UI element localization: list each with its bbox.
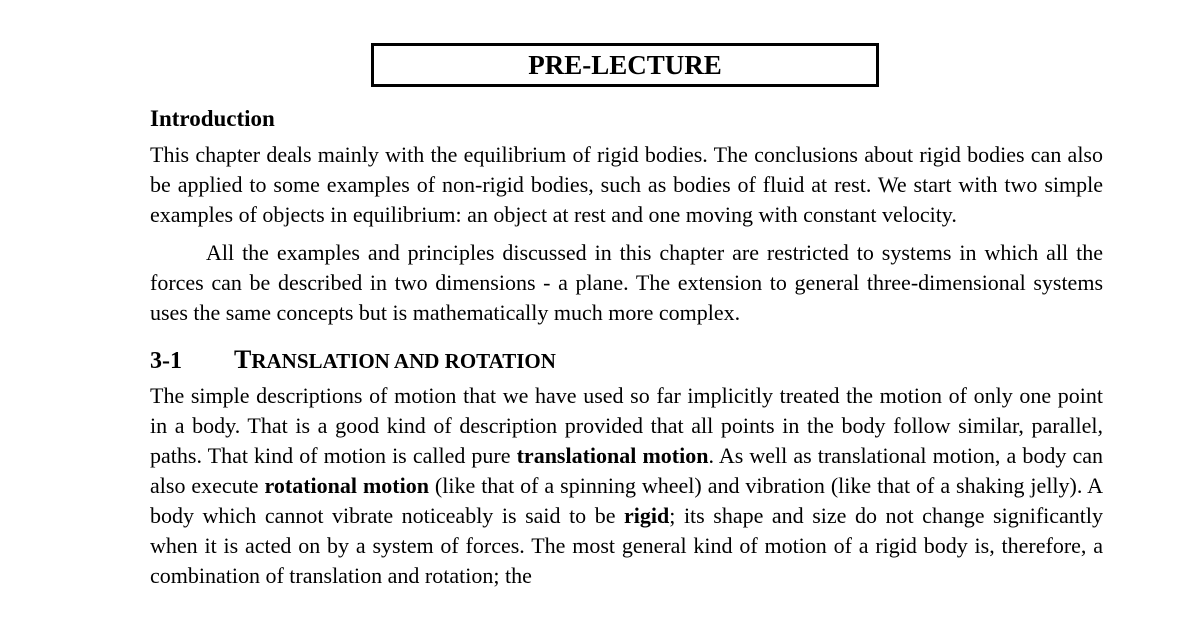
section-text-b: . As well as translational motion, a body can also execute xyxy=(150,443,1103,498)
section-title xyxy=(234,344,556,377)
section-text-c: (like that of a spinning wheel) and vibration (like that of a shaking jelly). A body which cannot vibrate noticeably is said to be xyxy=(150,473,1103,528)
section-text-d: ; its shape and size do not change significantly when it is acted on by a system of forces. The most general kind of motion of a rigid body is, therefore, a combination of translation and rotation; the xyxy=(150,503,1104,588)
section-title-initial: T xyxy=(234,345,252,374)
section-heading xyxy=(150,344,1103,377)
introduction-heading: Introduction xyxy=(150,106,275,131)
section-text-a: The simple descriptions of motion that we have used so far implicitly treated the motion of only one point in a body. That is a good kind of description provided that all points in the body follow similar, parallel, paths. That kind of motion is called pure xyxy=(150,383,1103,468)
document-body xyxy=(150,104,1103,591)
section-number: 3-1 xyxy=(150,348,182,374)
section-paragraph xyxy=(150,381,1103,591)
intro-paragraph-2: All the examples and principles discussed in this chapter are restricted to systems in which all the forces can be described in two dimensions - a plane. The extension to general three-dimensional systems uses the same concepts but is mathematically much more complex. xyxy=(150,240,1103,325)
term-rotational-motion: rotational motion xyxy=(264,473,429,498)
page-title: PRE-LECTURE xyxy=(371,43,879,87)
term-translational-motion: translational motion xyxy=(516,443,709,468)
section-title-rest: RANSLATION AND ROTATION xyxy=(251,349,556,373)
term-rigid: rigid xyxy=(624,503,670,528)
intro-paragraph-1: This chapter deals mainly with the equilibrium of rigid bodies. The conclusions about rigid bodies can also be applied to some examples of non-rigid bodies, such as bodies of fluid at rest. We start with two simple examples of objects in equilibrium: an object at rest and one moving with constant velocity. xyxy=(150,142,1103,227)
